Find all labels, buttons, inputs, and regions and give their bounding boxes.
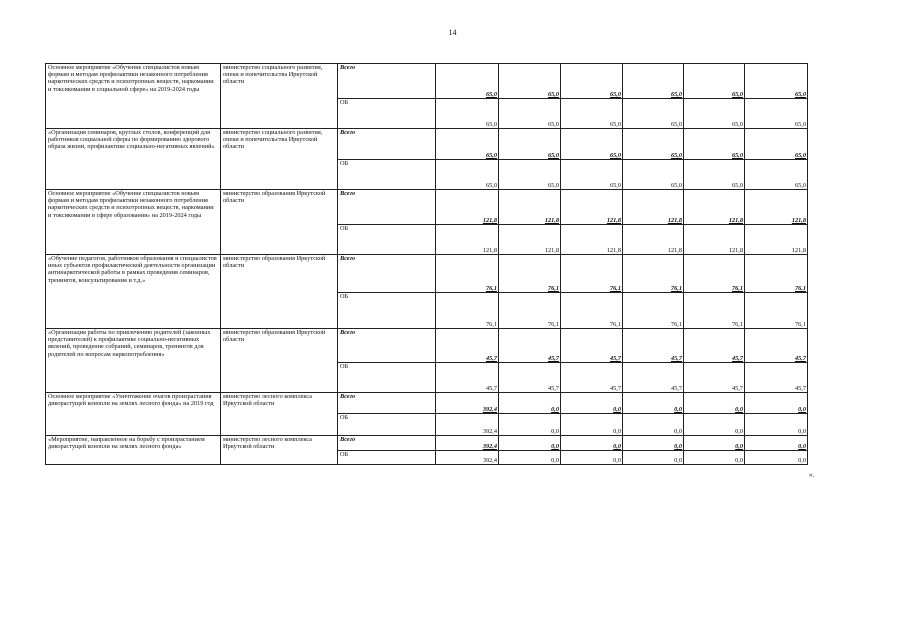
source-value-cell: 392,4: [436, 451, 499, 465]
total-value-cell: 121,8: [499, 190, 561, 225]
source-value-cell: 76,1: [499, 293, 561, 329]
table-row: [46, 64, 808, 99]
source-value-cell: 65,0: [499, 160, 561, 190]
funding-source-label: ОБ: [338, 99, 436, 129]
total-value-cell: 121,8: [436, 190, 499, 225]
total-value-cell: 65,0: [684, 64, 745, 99]
total-value-cell: 121,8: [745, 190, 808, 225]
total-value-cell: 0,0: [745, 393, 808, 414]
source-value-cell: 65,0: [436, 99, 499, 129]
source-value-cell: 65,0: [684, 160, 745, 190]
total-value-cell: 76,1: [499, 255, 561, 293]
total-value-cell: 76,1: [623, 255, 684, 293]
funding-source-label: ОБ: [338, 160, 436, 190]
source-value-cell: 65,0: [561, 99, 623, 129]
total-value-cell: 121,8: [623, 190, 684, 225]
activity-name: «Обучение педагогов, работников образования и специалистов иных субъектов профилактической деятельности организации антинаркотической работы в рамках проведения семинаров, тренингов, консультирования и т.д.»: [46, 255, 221, 329]
executor-name: министерство социального развития, опеки и попечительства Иркутской области: [221, 129, 338, 190]
funding-total-label: Всего: [338, 393, 436, 414]
source-value-cell: 65,0: [684, 99, 745, 129]
source-value-cell: 65,0: [745, 99, 808, 129]
total-value-cell: 76,1: [684, 255, 745, 293]
total-value-cell: 65,0: [436, 129, 499, 160]
total-value-cell: 0,0: [499, 393, 561, 414]
total-value-cell: 392,4: [436, 393, 499, 414]
source-value-cell: 121,8: [623, 225, 684, 255]
activity-name: «Мероприятие, направленное на борьбу с произрастанием дикорастущей конопли на землях лесного фонда»: [46, 436, 221, 465]
source-value-cell: 0,0: [623, 451, 684, 465]
total-value-cell: 392,4: [436, 436, 499, 451]
total-value-cell: 45,7: [561, 329, 623, 363]
source-value-cell: 76,1: [436, 293, 499, 329]
total-value-cell: 65,0: [684, 129, 745, 160]
activity-name: Основное мероприятие «Обучение специалистов новым формам и методам профилактики незаконного потребления наркотических средств и психотропных веществ, наркомании и токсикомании в сфере образования» на 2019-2024 годы: [46, 190, 221, 255]
source-value-cell: 121,8: [745, 225, 808, 255]
funding-source-label: ОБ: [338, 414, 436, 436]
source-value-cell: 0,0: [561, 451, 623, 465]
activity-name: «Организация работы по привлечению родителей (законных представителей) к профилактике социально-негативных явлений, проведение собраний, семинаров, тренингов для родителей по вопросам наркопотребления»: [46, 329, 221, 393]
activity-name: Основное мероприятие «Уничтожение очагов произрастания дикорастущей конопли на землях лесного фонда» на 2019 год: [46, 393, 221, 436]
funding-source-label: ОБ: [338, 451, 436, 465]
table-row: [46, 255, 808, 293]
total-value-cell: 0,0: [623, 436, 684, 451]
source-value-cell: 76,1: [684, 293, 745, 329]
total-value-cell: 0,0: [561, 393, 623, 414]
total-value-cell: 65,0: [623, 64, 684, 99]
table-row: [46, 393, 808, 414]
closing-quote-mark: ».: [809, 471, 815, 479]
source-value-cell: 76,1: [561, 293, 623, 329]
total-value-cell: 0,0: [684, 436, 745, 451]
source-value-cell: 76,1: [745, 293, 808, 329]
budget-table: [45, 63, 808, 465]
funding-total-label: Всего: [338, 329, 436, 363]
source-value-cell: 0,0: [499, 451, 561, 465]
source-value-cell: 0,0: [684, 451, 745, 465]
total-value-cell: 121,8: [561, 190, 623, 225]
total-value-cell: 65,0: [499, 129, 561, 160]
source-value-cell: 65,0: [623, 160, 684, 190]
total-value-cell: 65,0: [561, 129, 623, 160]
source-value-cell: 45,7: [436, 363, 499, 393]
executor-name: министерство социального развития, опеки и попечительства Иркутской области: [221, 64, 338, 129]
executor-name: министерство образования Иркутской области: [221, 329, 338, 393]
source-value-cell: 65,0: [623, 99, 684, 129]
source-value-cell: 121,8: [561, 225, 623, 255]
funding-total-label: Всего: [338, 190, 436, 225]
table-row: [46, 329, 808, 363]
total-value-cell: 45,7: [499, 329, 561, 363]
total-value-cell: 76,1: [561, 255, 623, 293]
executor-name: министерство образования Иркутской области: [221, 190, 338, 255]
executor-name: министерство лесного комплекса Иркутской области: [221, 436, 338, 465]
total-value-cell: 65,0: [745, 64, 808, 99]
total-value-cell: 45,7: [745, 329, 808, 363]
total-value-cell: 65,0: [436, 64, 499, 99]
total-value-cell: 45,7: [436, 329, 499, 363]
source-value-cell: 45,7: [684, 363, 745, 393]
table-row: [46, 129, 808, 160]
total-value-cell: 121,8: [684, 190, 745, 225]
total-value-cell: 65,0: [623, 129, 684, 160]
funding-source-label: ОБ: [338, 225, 436, 255]
funding-source-label: ОБ: [338, 363, 436, 393]
source-value-cell: 65,0: [436, 160, 499, 190]
source-value-cell: 45,7: [623, 363, 684, 393]
funding-total-label: Всего: [338, 129, 436, 160]
table-row: [46, 190, 808, 225]
source-value-cell: 121,8: [499, 225, 561, 255]
source-value-cell: 0,0: [745, 451, 808, 465]
total-value-cell: 76,1: [745, 255, 808, 293]
total-value-cell: 65,0: [561, 64, 623, 99]
total-value-cell: 0,0: [684, 393, 745, 414]
source-value-cell: 65,0: [561, 160, 623, 190]
activity-name: «Организация семинаров, круглых столов, конференций для работников социальной сферы по формированию здорового образа жизни, профилактике социально-негативных явлений»: [46, 129, 221, 190]
source-value-cell: 65,0: [745, 160, 808, 190]
source-value-cell: 0,0: [623, 414, 684, 436]
total-value-cell: 0,0: [561, 436, 623, 451]
executor-name: министерство образования Иркутской области: [221, 255, 338, 329]
source-value-cell: 121,8: [684, 225, 745, 255]
activity-name: Основное мероприятие «Обучение специалистов новым формам и методам профилактики незаконного потребления наркотических средств и психотропных веществ, наркомании и токсикомании в социальной сфере» на 2019-2024 годы: [46, 64, 221, 129]
source-value-cell: 65,0: [499, 99, 561, 129]
total-value-cell: 65,0: [499, 64, 561, 99]
source-value-cell: 45,7: [561, 363, 623, 393]
source-value-cell: 392,4: [436, 414, 499, 436]
source-value-cell: 0,0: [499, 414, 561, 436]
total-value-cell: 45,7: [684, 329, 745, 363]
total-value-cell: 0,0: [623, 393, 684, 414]
total-value-cell: 76,1: [436, 255, 499, 293]
executor-name: министерство лесного комплекса Иркутской области: [221, 393, 338, 436]
total-value-cell: 45,7: [623, 329, 684, 363]
source-value-cell: 45,7: [745, 363, 808, 393]
total-value-cell: 65,0: [745, 129, 808, 160]
source-value-cell: 45,7: [499, 363, 561, 393]
total-value-cell: 0,0: [745, 436, 808, 451]
source-value-cell: 121,8: [436, 225, 499, 255]
funding-source-label: ОБ: [338, 293, 436, 329]
total-value-cell: 0,0: [499, 436, 561, 451]
source-value-cell: 0,0: [561, 414, 623, 436]
source-value-cell: 76,1: [623, 293, 684, 329]
source-value-cell: 0,0: [745, 414, 808, 436]
page-number: 14: [448, 28, 457, 37]
source-value-cell: 0,0: [684, 414, 745, 436]
table-row: [46, 436, 808, 451]
funding-total-label: Всего: [338, 436, 436, 451]
funding-total-label: Всего: [338, 255, 436, 293]
funding-total-label: Всего: [338, 64, 436, 99]
